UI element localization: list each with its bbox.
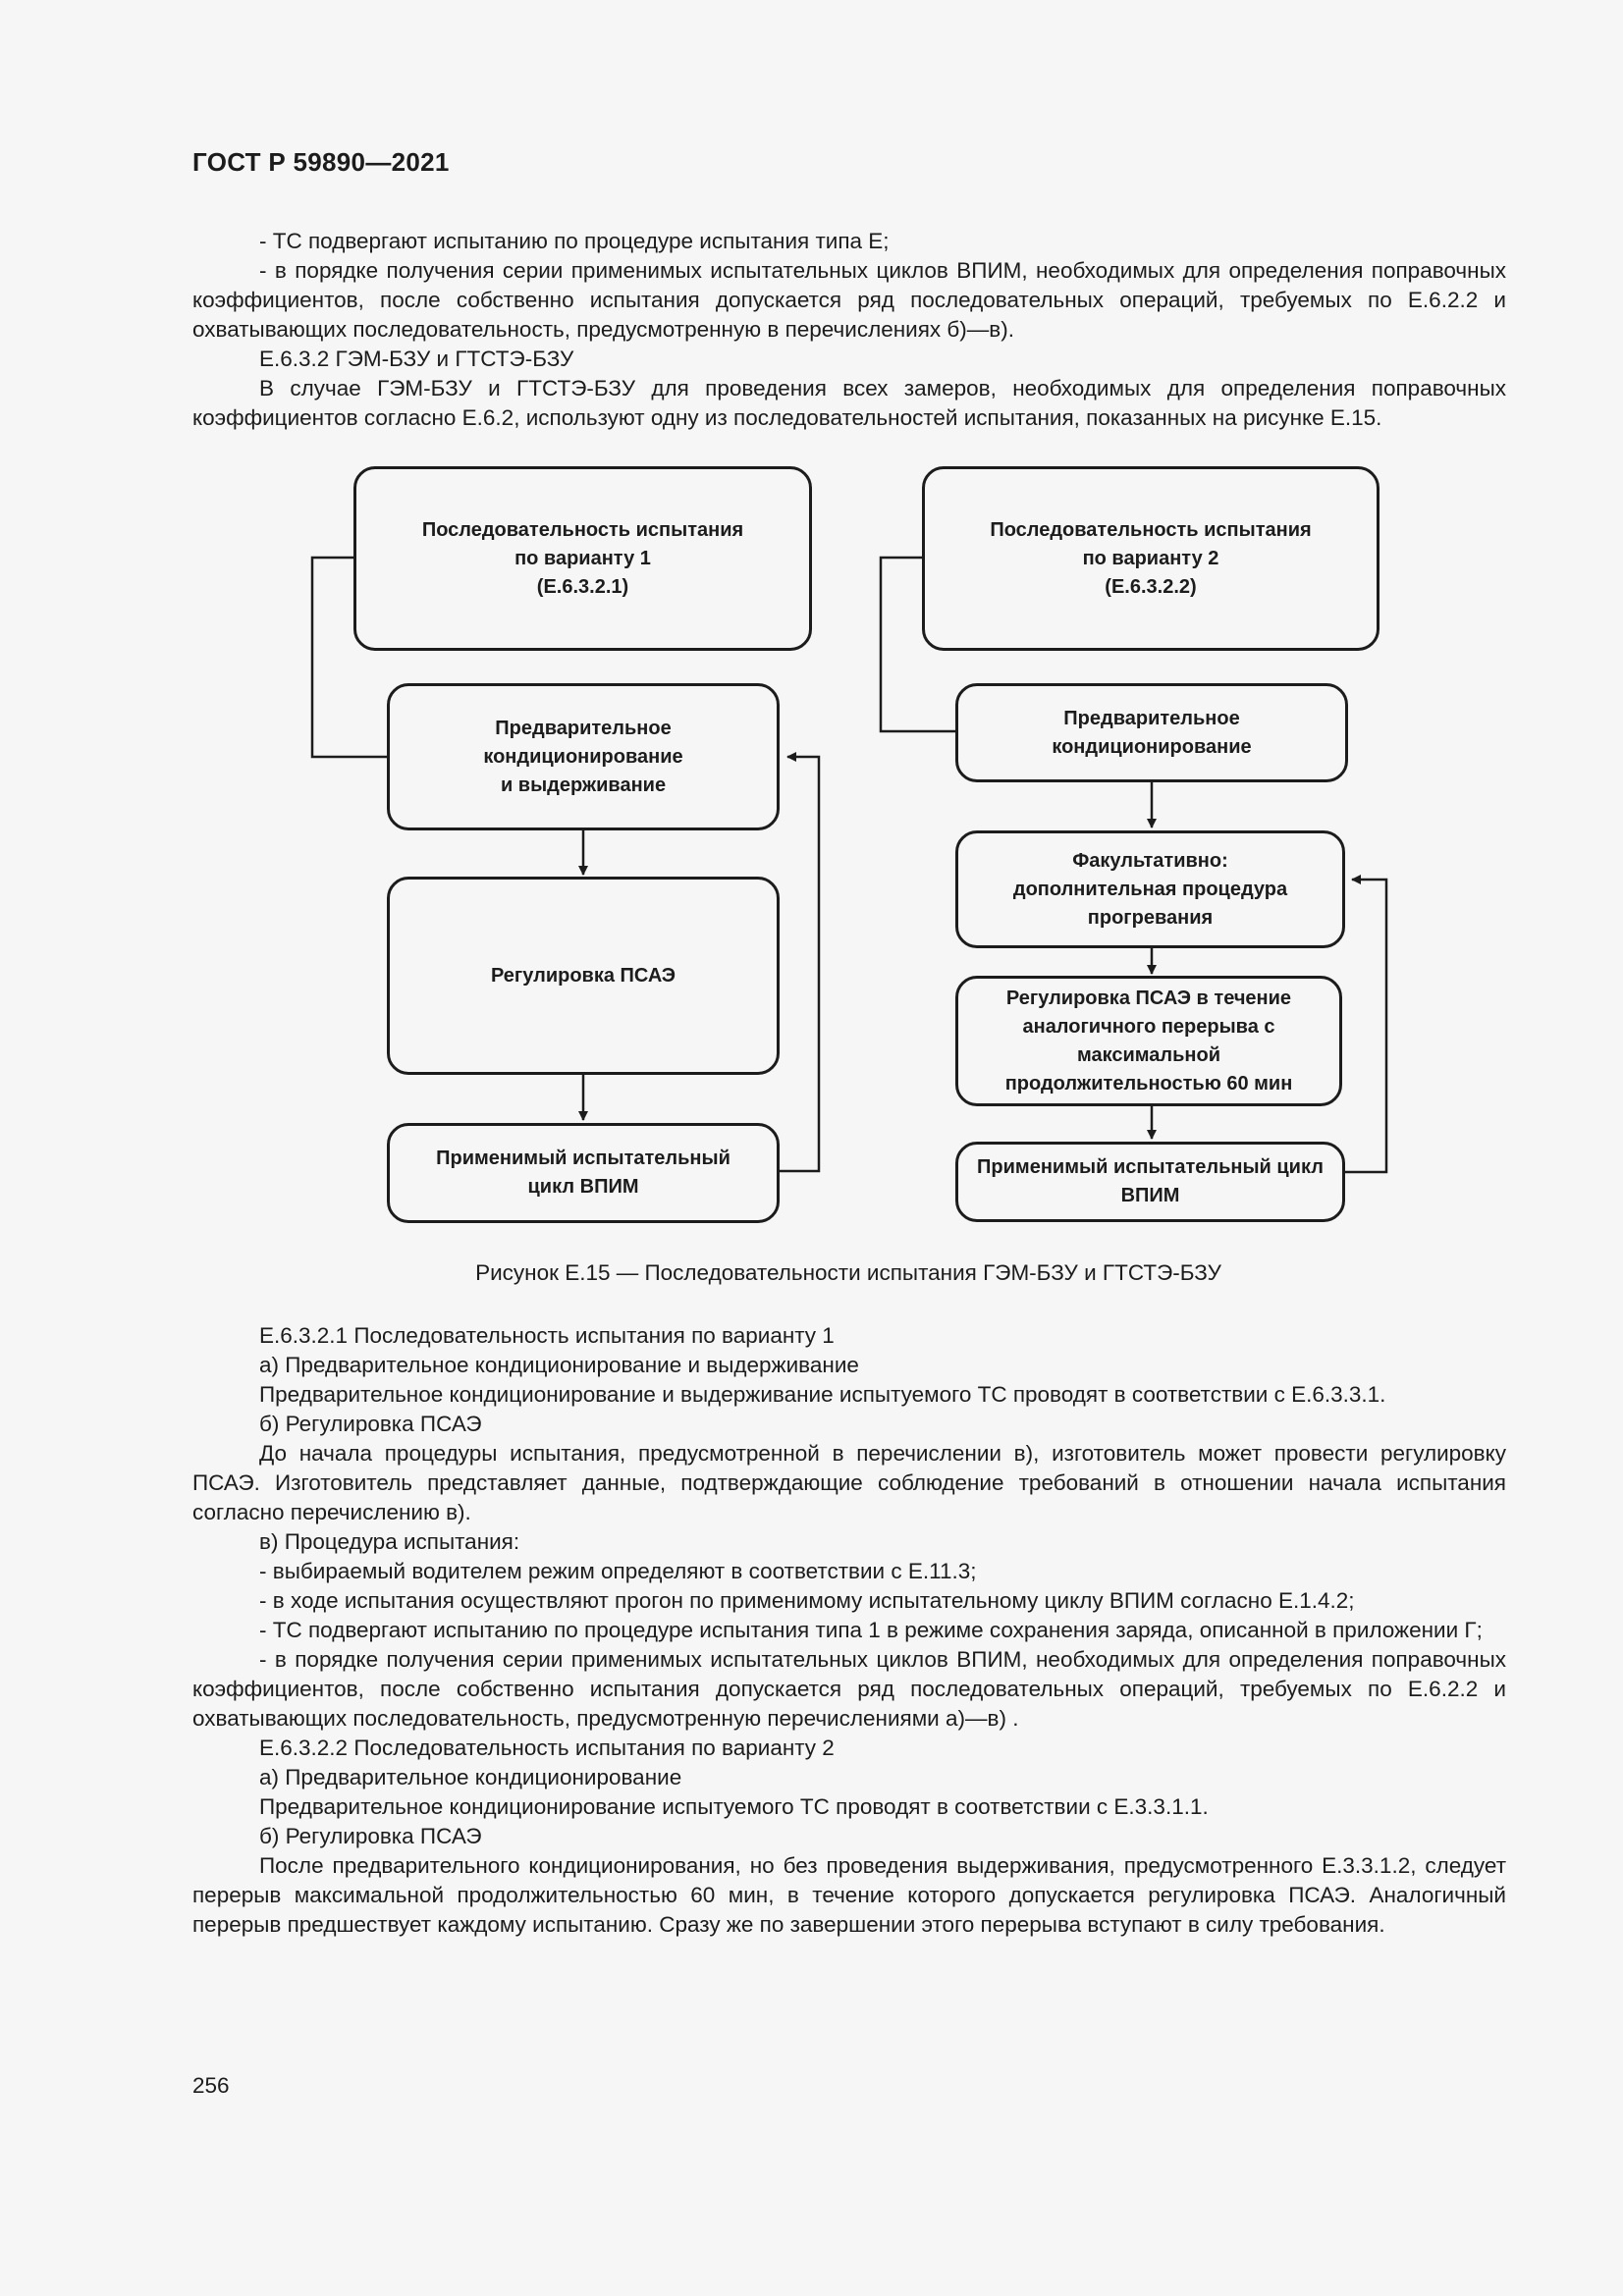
left-box-variant-label: Последовательность испытания по варианту 1 (Е.6.3.2.1) [421, 518, 744, 598]
right-box-warmup-label: Факультативно: дополнительная процедура прогревания [1012, 849, 1288, 929]
connector-left-variant [312, 558, 387, 757]
body-text [192, 1321, 1506, 1940]
intro-text [192, 227, 1506, 433]
paragraph: б) Регулировка ПСАЭ [259, 1824, 482, 1848]
paragraph: Е.6.3.2 ГЭМ-БЗУ и ГТСТЭ-БЗУ [259, 347, 574, 371]
right-box-preconditioning [955, 683, 1348, 782]
paragraph: а) Предварительное кондиционирование и выдерживание [259, 1353, 859, 1377]
paragraph: б) Регулировка ПСАЭ [259, 1412, 482, 1436]
paragraph: - ТС подвергают испытанию по процедуре испытания типа 1 в режиме сохранения заряда, описанной в приложении Г; [259, 1618, 1483, 1642]
right-box-variant-label: Последовательность испытания по варианту 2 (Е.6.3.2.2) [990, 518, 1312, 598]
paragraph: В случае ГЭМ-БЗУ и ГТСТЭ-БЗУ для проведения всех замеров, необходимых для определения поправочных коэффициентов согласно Е.6.2, используют одну из последовательностей испытания, показанных на рисунке Е.15. [192, 376, 1506, 430]
paragraph: - в порядке получения серии применимых испытательных циклов ВПИМ, необходимых для определения поправочных коэффициентов, после собственно испытания допускается ряд последовательных операций, требуемых по Е.6.2.2 и охватывающих последовательность, предусмотренную в перечислениях б)—в). [192, 258, 1506, 342]
left-box-variant [353, 466, 812, 651]
paragraph: а) Предварительное кондиционирование [259, 1765, 682, 1789]
paragraph: - ТС подвергают испытанию по процедуре испытания типа Е; [259, 229, 890, 253]
paragraph: - в порядке получения серии применимых испытательных циклов ВПИМ, необходимых для определения поправочных коэффициентов, после собственно испытания допускается ряд последовательных операций, требуемых по Е.6.2.2 и охватывающих последовательность, предусмотренную перечислениями а)—в) . [192, 1647, 1506, 1731]
paragraph: Предварительное кондиционирование и выдерживание испытуемого ТС проводят в соответствии с Е.6.3.3.1. [259, 1382, 1386, 1407]
right-box-psae [955, 976, 1342, 1106]
paragraph: До начала процедуры испытания, предусмотренной в перечислении в), изготовитель может провести регулировку ПСАЭ. Изготовитель представляет данные, подтверждающие соблюдение требований в отношении начала испытания согласно перечислению в). [192, 1441, 1506, 1524]
figure-caption: Рисунок Е.15 — Последовательности испытания ГЭМ-БЗУ и ГТСТЭ-БЗУ [475, 1260, 1221, 1285]
paragraph: После предварительного кондиционирования, но без проведения выдерживания, предусмотренного Е.3.3.1.2, следует перерыв максимальной продолжительностью 60 мин, в течение которого допускается регулировка ПСАЭ. Аналогичный перерыв предшествует каждому испытанию. Сразу же по завершении этого перерыва вступают в силу требования. [192, 1853, 1506, 1937]
left-box-preconditioning-label: Предварительное кондиционирование и выдерживание [483, 717, 683, 796]
loop-left [778, 757, 819, 1171]
left-box-cycle-label: Применимый испытательный цикл ВПИМ [436, 1148, 730, 1198]
paragraph: в) Процедура испытания: [259, 1529, 520, 1554]
left-box-cycle [387, 1123, 780, 1223]
page-number: 256 [192, 2073, 230, 2098]
paragraph: Е.6.3.2.2 Последовательность испытания по варианту 2 [259, 1735, 835, 1760]
right-box-variant [922, 466, 1380, 651]
connector-right-variant [881, 558, 955, 731]
right-box-preconditioning-label: Предварительное кондиционирование [1052, 707, 1252, 758]
right-box-warmup [955, 830, 1345, 948]
right-box-cycle [955, 1142, 1345, 1222]
left-box-psae [387, 877, 780, 1075]
paragraph: - выбираемый водителем режим определяют в соответствии с Е.11.3; [259, 1559, 977, 1583]
document-header: ГОСТ Р 59890—2021 [192, 147, 450, 177]
paragraph: Предварительное кондиционирование испытуемого ТС проводят в соответствии с Е.3.3.1.1. [259, 1794, 1209, 1819]
right-box-psae-label: Регулировка ПСАЭ в течение аналогичного перерыва с максимальной продолжительностью 60 мин [1004, 987, 1293, 1095]
loop-right [1345, 880, 1386, 1172]
right-box-cycle-label: Применимый испытательный цикл ВПИМ [977, 1156, 1324, 1206]
left-box-psae-label: Регулировка ПСАЭ [490, 964, 676, 987]
paragraph: - в ходе испытания осуществляют прогон по применимому испытательному циклу ВПИМ согласно Е.1.4.2; [259, 1588, 1355, 1613]
left-box-preconditioning [387, 683, 780, 830]
paragraph: Е.6.3.2.1 Последовательность испытания по варианту 1 [259, 1323, 835, 1348]
